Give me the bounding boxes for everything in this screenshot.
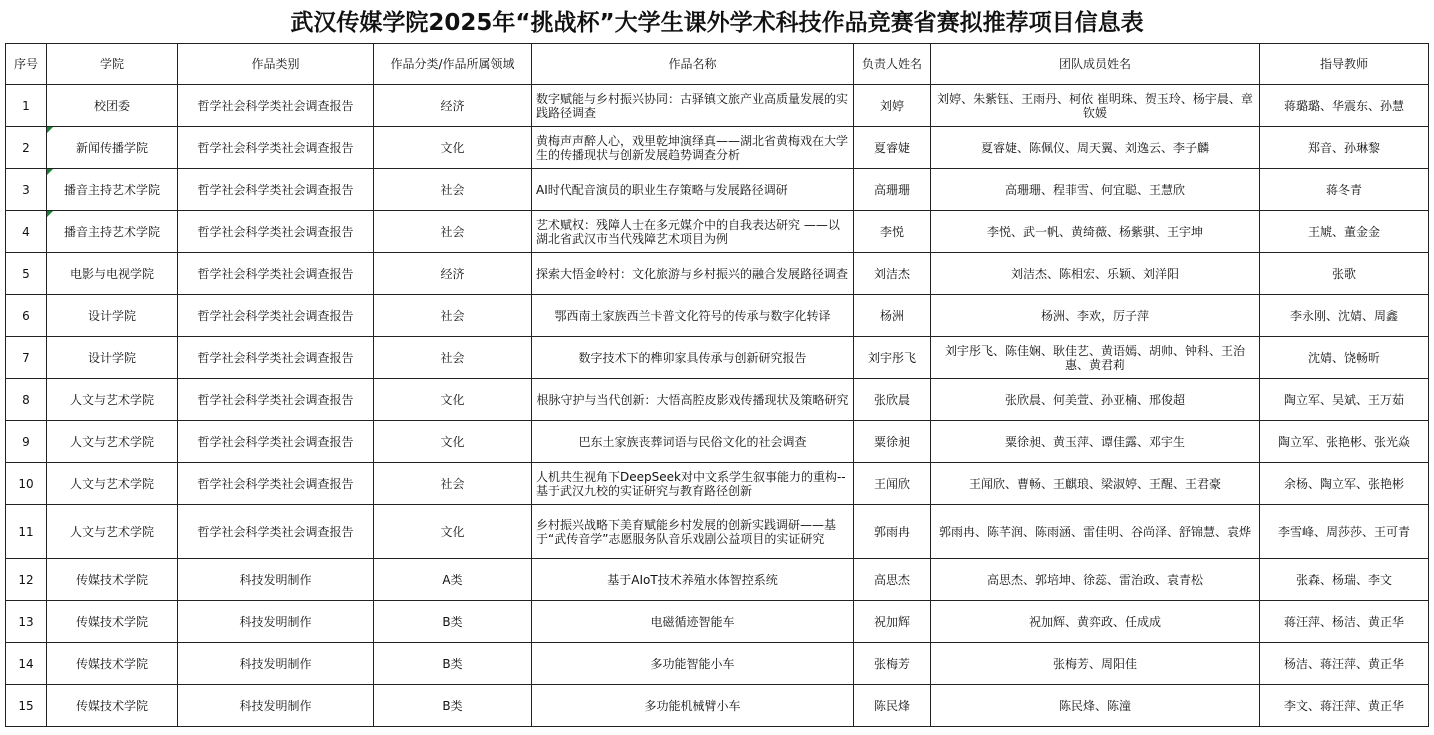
cell-members[interactable]: 高思杰、郭培坤、徐蕊、雷治政、袁青松 (931, 559, 1260, 601)
cell-members[interactable]: 刘婷、朱紫钰、王雨丹、柯依 崔明珠、贺玉玲、杨宇晨、章钦媛 (931, 85, 1260, 127)
cell-advisor[interactable]: 李雪峰、周莎莎、王可青 (1260, 505, 1429, 559)
cell-leader[interactable]: 刘婷 (854, 85, 931, 127)
cell-advisor[interactable]: 张歌 (1260, 253, 1429, 295)
cell-no[interactable]: 7 (6, 337, 47, 379)
cell-college[interactable]: 播音主持艺术学院 (47, 169, 178, 211)
table-row (6, 253, 1429, 295)
cell-college[interactable]: 设计学院 (47, 295, 178, 337)
cell-advisor[interactable]: 张森、杨瑞、李文 (1260, 559, 1429, 601)
cell-members[interactable]: 郭雨冉、陈芊润、陈雨涵、雷佳明、谷尚泽、舒锦慧、袁烨 (931, 505, 1260, 559)
cell-advisor[interactable]: 陶立军、张艳彬、张光焱 (1260, 421, 1429, 463)
cell-no[interactable]: 2 (6, 127, 47, 169)
cell-college[interactable]: 传媒技术学院 (47, 685, 178, 727)
cell-category[interactable]: 哲学社会科学类社会调查报告 (178, 127, 374, 169)
cell-college[interactable]: 传媒技术学院 (47, 643, 178, 685)
cell-flag-marker (47, 211, 53, 217)
cell-category[interactable]: 哲学社会科学类社会调查报告 (178, 85, 374, 127)
cell-college[interactable]: 设计学院 (47, 337, 178, 379)
cell-field[interactable]: 社会 (374, 169, 532, 211)
table-row (6, 127, 1429, 169)
cell-work-name[interactable]: 多功能智能小车 (532, 643, 854, 685)
cell-advisor[interactable]: 余杨、陶立军、张艳彬 (1260, 463, 1429, 505)
table-row (6, 169, 1429, 211)
cell-field[interactable]: 经济 (374, 85, 532, 127)
table-row (6, 295, 1429, 337)
table-row (6, 505, 1429, 559)
cell-category[interactable]: 科技发明制作 (178, 685, 374, 727)
cell-work-name[interactable]: 数字技术下的榫卯家具传承与创新研究报告 (532, 337, 854, 379)
cell-college[interactable]: 人文与艺术学院 (47, 421, 178, 463)
cell-category[interactable]: 科技发明制作 (178, 643, 374, 685)
cell-category[interactable]: 科技发明制作 (178, 559, 374, 601)
cell-college[interactable]: 新闻传播学院 (47, 127, 178, 169)
cell-advisor[interactable]: 蒋璐璐、华震东、孙慧 (1260, 85, 1429, 127)
cell-members[interactable]: 祝加辉、黄弈政、任成成 (931, 601, 1260, 643)
cell-field[interactable]: B类 (374, 601, 532, 643)
cell-no[interactable]: 10 (6, 463, 47, 505)
cell-leader[interactable]: 李悦 (854, 211, 931, 253)
cell-category[interactable]: 哲学社会科学类社会调查报告 (178, 337, 374, 379)
cell-advisor[interactable]: 王虓、董金金 (1260, 211, 1429, 253)
cell-college[interactable]: 人文与艺术学院 (47, 379, 178, 421)
cell-leader[interactable]: 张欣晨 (854, 379, 931, 421)
cell-work-name[interactable]: 艺术赋权：残障人士在多元媒介中的自我表达研究 ——以湖北省武汉市当代残障艺术项目为例 (532, 211, 854, 253)
cell-leader[interactable]: 王闻欣 (854, 463, 931, 505)
cell-leader[interactable]: 粟徐昶 (854, 421, 931, 463)
cell-work-name[interactable]: 根脉守护与当代创新：大悟高腔皮影戏传播现状及策略研究 (532, 379, 854, 421)
cell-field[interactable]: B类 (374, 643, 532, 685)
cell-field[interactable]: 文化 (374, 421, 532, 463)
cell-no[interactable]: 1 (6, 85, 47, 127)
cell-leader[interactable]: 高珊珊 (854, 169, 931, 211)
cell-advisor[interactable]: 蒋冬青 (1260, 169, 1429, 211)
cell-category[interactable]: 哲学社会科学类社会调查报告 (178, 295, 374, 337)
cell-no[interactable]: 14 (6, 643, 47, 685)
cell-leader[interactable]: 高思杰 (854, 559, 931, 601)
cell-work-name[interactable]: AI时代配音演员的职业生存策略与发展路径调研 (532, 169, 854, 211)
table-row (6, 463, 1429, 505)
cell-work-name[interactable]: 探索大悟金岭村：文化旅游与乡村振兴的融合发展路径调查 (532, 253, 854, 295)
cell-category[interactable]: 科技发明制作 (178, 601, 374, 643)
page-title: 武汉传媒学院2025年“挑战杯”大学生课外学术科技作品竞赛省赛拟推荐项目信息表 (290, 10, 1144, 36)
cell-category[interactable]: 哲学社会科学类社会调查报告 (178, 463, 374, 505)
cell-flag-marker (47, 169, 53, 175)
table-row (6, 211, 1429, 253)
cell-leader[interactable]: 张梅芳 (854, 643, 931, 685)
cell-flag-marker (47, 127, 53, 133)
cell-advisor[interactable]: 李文、蒋汪萍、黄正华 (1260, 685, 1429, 727)
header-cell-no[interactable]: 序号 (6, 44, 47, 85)
cell-work-name[interactable]: 鄂西南土家族西兰卡普文化符号的传承与数字化转译 (532, 295, 854, 337)
cell-members[interactable]: 王闻欣、曹畅、王麒琅、梁淑婷、王醒、王君豪 (931, 463, 1260, 505)
cell-college[interactable]: 电影与电视学院 (47, 253, 178, 295)
cell-work-name[interactable]: 多功能机械臂小车 (532, 685, 854, 727)
table-row (6, 601, 1429, 643)
cell-advisor[interactable]: 沈婧、饶畅昕 (1260, 337, 1429, 379)
cell-field[interactable]: 社会 (374, 463, 532, 505)
cell-work-name[interactable]: 巴东土家族丧葬词语与民俗文化的社会调查 (532, 421, 854, 463)
cell-work-name[interactable]: 基于AIoT技术养殖水体智控系统 (532, 559, 854, 601)
table-row (6, 85, 1429, 127)
cell-no[interactable]: 6 (6, 295, 47, 337)
cell-members[interactable]: 张欣晨、何美萱、孙亚楠、邢俊超 (931, 379, 1260, 421)
cell-no[interactable]: 15 (6, 685, 47, 727)
cell-field[interactable]: 文化 (374, 127, 532, 169)
project-table (5, 43, 1429, 727)
cell-college[interactable]: 校团委 (47, 85, 178, 127)
cell-no[interactable]: 12 (6, 559, 47, 601)
cell-leader[interactable]: 刘洁杰 (854, 253, 931, 295)
cell-no[interactable]: 9 (6, 421, 47, 463)
cell-category[interactable]: 哲学社会科学类社会调查报告 (178, 211, 374, 253)
cell-leader[interactable]: 夏睿婕 (854, 127, 931, 169)
cell-work-name[interactable]: 黄梅声声醉人心，戏里乾坤演绎真——湖北省黄梅戏在大学生的传播现状与创新发展趋势调查分析 (532, 127, 854, 169)
cell-advisor[interactable]: 杨洁、蒋汪萍、黄正华 (1260, 643, 1429, 685)
cell-category[interactable]: 哲学社会科学类社会调查报告 (178, 421, 374, 463)
cell-advisor[interactable]: 李永刚、沈婧、周鑫 (1260, 295, 1429, 337)
table-row (6, 421, 1429, 463)
header-cell-members[interactable]: 团队成员姓名 (931, 44, 1260, 85)
cell-field[interactable]: 社会 (374, 295, 532, 337)
cell-members[interactable]: 刘洁杰、陈相宏、乐颖、刘洋阳 (931, 253, 1260, 295)
cell-college[interactable]: 播音主持艺术学院 (47, 211, 178, 253)
cell-leader[interactable]: 郭雨冉 (854, 505, 931, 559)
cell-advisor[interactable]: 郑音、孙琳黎 (1260, 127, 1429, 169)
cell-college[interactable]: 人文与艺术学院 (47, 505, 178, 559)
cell-members[interactable]: 张梅芳、周阳佳 (931, 643, 1260, 685)
cell-advisor[interactable]: 蒋汪萍、杨洁、黄正华 (1260, 601, 1429, 643)
cell-field[interactable]: B类 (374, 685, 532, 727)
cell-field[interactable]: 经济 (374, 253, 532, 295)
cell-college[interactable]: 传媒技术学院 (47, 601, 178, 643)
cell-work-name[interactable]: 数字赋能与乡村振兴协同：古驿镇文旅产业高质量发展的实践路径调查 (532, 85, 854, 127)
cell-advisor[interactable]: 陶立军、吴斌、王万茹 (1260, 379, 1429, 421)
header-row (6, 44, 1429, 85)
header-cell-category[interactable]: 作品类别 (178, 44, 374, 85)
table-row (6, 685, 1429, 727)
cell-leader[interactable]: 祝加辉 (854, 601, 931, 643)
cell-no[interactable]: 5 (6, 253, 47, 295)
table-row (6, 337, 1429, 379)
cell-field[interactable]: 文化 (374, 505, 532, 559)
header-cell-leader[interactable]: 负责人姓名 (854, 44, 931, 85)
cell-category[interactable]: 哲学社会科学类社会调查报告 (178, 253, 374, 295)
cell-category[interactable]: 哲学社会科学类社会调查报告 (178, 379, 374, 421)
cell-members[interactable]: 杨洲、李欢，厉子萍 (931, 295, 1260, 337)
cell-field[interactable]: 社会 (374, 337, 532, 379)
cell-category[interactable]: 哲学社会科学类社会调查报告 (178, 505, 374, 559)
table-row (6, 559, 1429, 601)
cell-leader[interactable]: 陈民烽 (854, 685, 931, 727)
cell-no[interactable]: 13 (6, 601, 47, 643)
cell-college[interactable]: 人文与艺术学院 (47, 463, 178, 505)
header-cell-work-name[interactable]: 作品名称 (532, 44, 854, 85)
cell-work-name[interactable]: 乡村振兴战略下美育赋能乡村发展的创新实践调研——基于“武传音学”志愿服务队音乐戏剧公益项目的实证研究 (532, 505, 854, 559)
cell-members[interactable]: 李悦、武一帆、黄绮薇、杨紫骐、王宇坤 (931, 211, 1260, 253)
cell-no[interactable]: 11 (6, 505, 47, 559)
cell-work-name[interactable]: 电磁循迹智能车 (532, 601, 854, 643)
cell-no[interactable]: 4 (6, 211, 47, 253)
cell-field[interactable]: A类 (374, 559, 532, 601)
cell-members[interactable]: 刘宇彤飞、陈佳娴、耿佳艺、黄语嫣、胡帅、钟科、王治惠、黄君莉 (931, 337, 1260, 379)
cell-members[interactable]: 粟徐昶、黄玉萍、谭佳露、邓宇生 (931, 421, 1260, 463)
header-cell-field[interactable]: 作品分类/作品所属领域 (374, 44, 532, 85)
table-row (6, 379, 1429, 421)
cell-members[interactable]: 高珊珊、程菲雪、何宜聪、王慧欣 (931, 169, 1260, 211)
cell-members[interactable]: 夏睿婕、陈佩仪、周天翼、刘逸云、李子麟 (931, 127, 1260, 169)
cell-field[interactable]: 文化 (374, 379, 532, 421)
header-cell-college[interactable]: 学院 (47, 44, 178, 85)
cell-work-name[interactable]: 人机共生视角下DeepSeek对中文系学生叙事能力的重构--基于武汉九校的实证研究与教育路径创新 (532, 463, 854, 505)
cell-college[interactable]: 传媒技术学院 (47, 559, 178, 601)
table-row (6, 643, 1429, 685)
cell-leader[interactable]: 杨洲 (854, 295, 931, 337)
cell-no[interactable]: 3 (6, 169, 47, 211)
cell-members[interactable]: 陈民烽、陈潼 (931, 685, 1260, 727)
cell-leader[interactable]: 刘宇彤飞 (854, 337, 931, 379)
header-cell-advisor[interactable]: 指导教师 (1260, 44, 1429, 85)
cell-no[interactable]: 8 (6, 379, 47, 421)
cell-field[interactable]: 社会 (374, 211, 532, 253)
cell-category[interactable]: 哲学社会科学类社会调查报告 (178, 169, 374, 211)
